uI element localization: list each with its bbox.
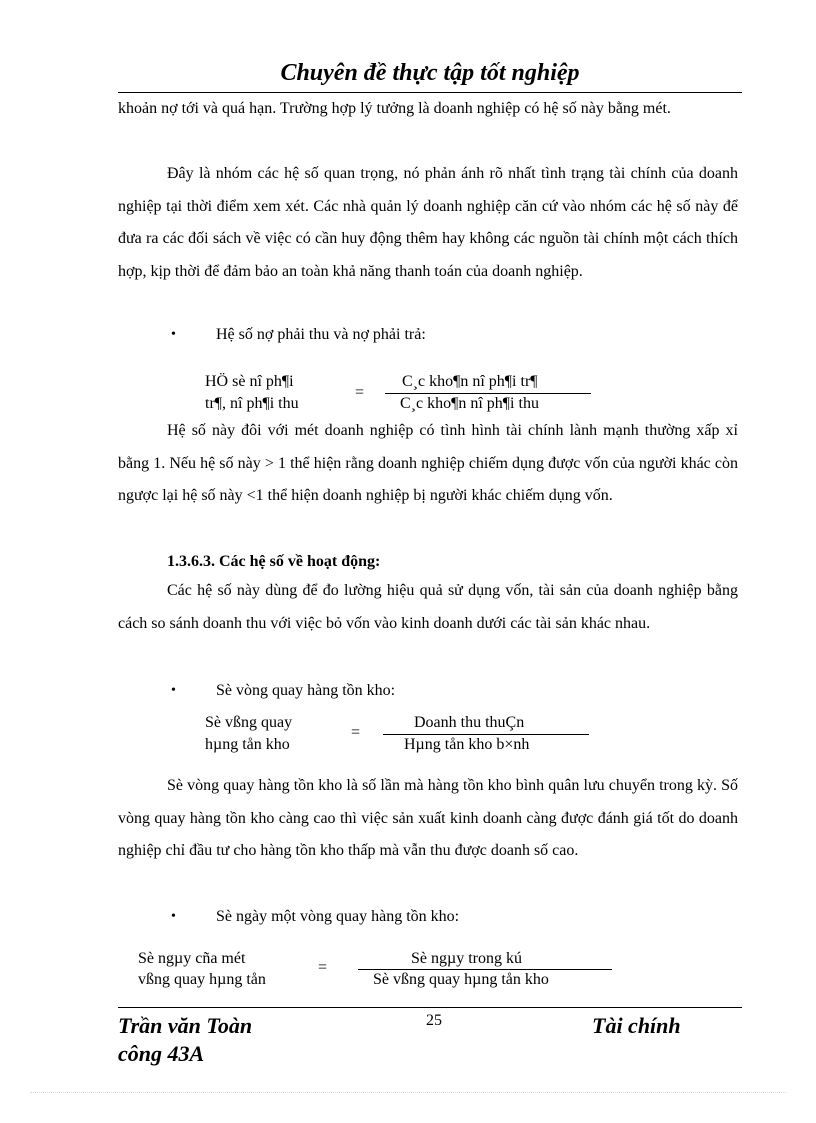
formula-equals: = (355, 384, 365, 401)
section-heading: 1.3.6.3. Các hệ số về hoạt động: (167, 553, 381, 570)
footer-author-name: Trần văn Toàn (118, 1013, 253, 1038)
bullet-text: Sè ngày một vòng quay hàng tồn kho: (216, 908, 460, 925)
paragraph-5: Sè vòng quay hàng tồn kho là số lần mà hàng tồn kho bình quân lưu chuyển trong kỳ. Số vòng quay hàng tồn kho càng cao thì việc sản xuất kinh doanh càng được đánh giá tốt do doanh nghiệp chỉ đầu tư cho hàng tồn kho thấp mà vẫn thu được doanh số cao. (118, 777, 738, 859)
footer-rule (118, 1007, 742, 1008)
footer-author-class: công 43A (118, 1041, 205, 1066)
bullet-text: Hệ số nợ phải thu và nợ phải trả: (216, 326, 426, 343)
bullet-icon: • (171, 683, 176, 698)
formula-lhs-line2: tr¶, nî ph¶i thu (205, 395, 299, 412)
paragraph-4: Các hệ số này dùng để đo lường hiệu quả sử dụng vốn, tài sản của doanh nghiệp bằng cách so sánh doanh thu với việc bỏ vốn vào kinh doanh dưới các tài sản khác nhau. (118, 582, 738, 632)
formula-equals: = (318, 959, 328, 976)
formula-numerator: Doanh thu thuÇn (414, 714, 525, 731)
paragraph-3: Hệ số này đôi với mét doanh nghiệp có tình hình tài chính lành mạnh thường xấp xỉ bằng 1. Nếu hệ số này > 1 thể hiện rằng doanh nghiệp chiếm dụng được vốn của người khác còn ngược lại hệ số này <1 thể hiện doanh nghiệp bị người khác chiếm dụng vốn. (118, 422, 738, 504)
formula-denominator: C¸c kho¶n nî ph¶i thu (400, 395, 539, 412)
page-header-title: Chuyên đề thực tập tốt nghiệp (280, 60, 580, 86)
formula-lhs-line1: Sè ngµy cña mét (138, 950, 246, 967)
page-number: 25 (426, 1012, 442, 1029)
formula-lhs-line1: Sè vßng quay (205, 714, 293, 731)
paragraph-1: khoản nợ tới và quá hạn. Trường hợp lý tưởng là doanh nghiệp có hệ số này bằng mét. (118, 100, 671, 117)
footer-department: Tài chính (592, 1013, 681, 1038)
page-bottom-divider (30, 1092, 786, 1093)
formula-lhs-line2: hµng tån kho (205, 736, 290, 753)
footer-author (118, 1012, 252, 1068)
paragraph-2: Đây là nhóm các hệ số quan trọng, nó phản ánh rõ nhất tình trạng tài chính của doanh nghiệp tại thời điểm xem xét. Các nhà quản lý doanh nghiệp căn cứ vào nhóm các hệ số này để đưa ra các đối sách về việc có cần huy động thêm hay không các nguồn tài chính một cách thích hợp, kịp thời để đảm bảo an toàn khả năng thanh toán của doanh nghiệp. (118, 165, 738, 280)
formula-denominator: Hµng tån kho b×nh (404, 736, 530, 753)
formula-numerator: C¸c kho¶n nî ph¶i tr¶ (402, 373, 538, 390)
formula-denominator: Sè vßng quay hµng tån kho (373, 971, 549, 988)
bullet-icon: • (171, 327, 176, 342)
formula-numerator: Sè ngµy trong kú (411, 950, 522, 967)
formula-lhs-line1: HÖ sè nî ph¶i (205, 373, 294, 390)
bullet-text: Sè vòng quay hàng tồn kho: (216, 682, 396, 699)
bullet-icon: • (171, 909, 176, 924)
formula-lhs-line2: vßng quay hµng tån (138, 971, 266, 988)
formula-equals: = (351, 724, 361, 741)
